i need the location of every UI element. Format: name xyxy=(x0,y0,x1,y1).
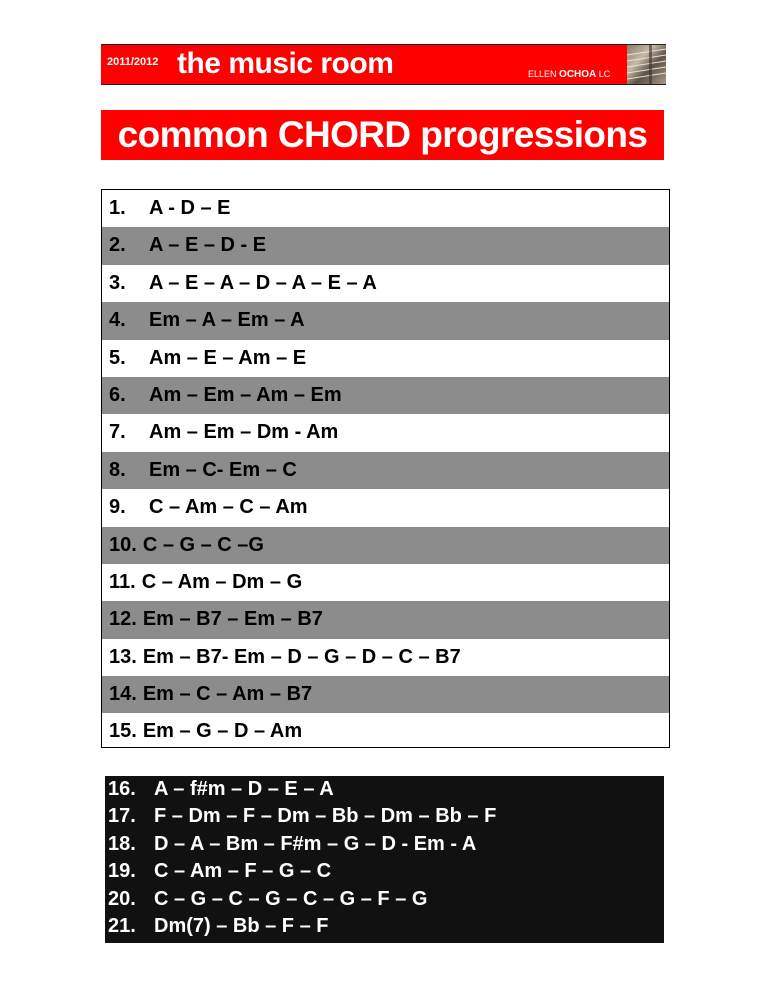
progression-number: 1. xyxy=(109,197,126,219)
progression-number: 19. xyxy=(108,860,136,883)
progression-chords: C – Am – Dm – G xyxy=(141,570,303,593)
progression-chords: Dm(7) – Bb – F – F xyxy=(154,914,329,937)
progression-row xyxy=(105,913,664,940)
progression-row xyxy=(102,564,669,601)
progression-chords: Am – E – Am – E xyxy=(149,346,307,369)
progression-chords: Em – C- Em – C xyxy=(149,458,297,481)
progression-chords: C – Am – F – G – C xyxy=(154,860,332,883)
progression-row xyxy=(102,601,669,638)
progression-chords: A - D – E xyxy=(149,197,231,219)
progression-number: 14. xyxy=(109,683,137,706)
school-year: 2011/2012 xyxy=(107,56,159,68)
progression-list-dark xyxy=(105,776,664,943)
progression-row xyxy=(102,340,669,377)
progression-number: 9. xyxy=(109,496,126,519)
progression-number: 4. xyxy=(109,309,126,332)
progression-chords: A – E – A – D – A – E – A xyxy=(149,271,377,294)
progression-number: 3. xyxy=(109,271,126,294)
title-banner xyxy=(101,110,664,160)
progression-chords: C – Am – C – Am xyxy=(149,496,308,519)
page-title: common CHORD progressions xyxy=(117,114,648,155)
progression-chords: F – Dm – F – Dm – Bb – Dm – Bb – F xyxy=(154,805,497,828)
progression-number: 20. xyxy=(108,887,136,910)
progression-number: 18. xyxy=(108,832,136,855)
progression-row xyxy=(102,227,669,264)
progression-row xyxy=(102,639,669,676)
progression-row xyxy=(102,377,669,414)
progression-chords: Em – B7- Em – D – G – D – C – B7 xyxy=(142,645,461,668)
progression-row xyxy=(102,190,669,227)
header-title: the music room xyxy=(177,47,394,80)
progression-number: 10. xyxy=(109,533,137,556)
progression-number: 2. xyxy=(109,234,126,257)
progression-number: 13. xyxy=(109,645,137,668)
progression-row xyxy=(102,414,669,451)
progression-row xyxy=(102,302,669,339)
progression-number: 15. xyxy=(109,720,137,743)
progression-chords: C – G – C –G xyxy=(142,533,264,556)
progression-number: 11. xyxy=(109,570,136,593)
progression-number: 21. xyxy=(108,914,136,937)
progression-number: 5. xyxy=(109,346,126,369)
progression-list-light xyxy=(101,189,670,748)
progression-chords: C – G – C – G – C – G – F – G xyxy=(154,887,428,910)
progression-row xyxy=(105,886,664,913)
progression-number: 17. xyxy=(108,805,136,828)
progression-row xyxy=(105,776,664,803)
guitar-photo xyxy=(627,45,666,84)
progression-number: 8. xyxy=(109,458,126,481)
progression-row xyxy=(102,452,669,489)
progression-chords: A – f#m – D – E – A xyxy=(154,778,334,800)
progression-row xyxy=(102,676,669,713)
progression-row xyxy=(102,265,669,302)
school-name xyxy=(528,69,610,80)
progression-row xyxy=(105,858,664,885)
progression-number: 6. xyxy=(109,383,126,406)
progression-chords: Am – Em – Am – Em xyxy=(149,383,342,406)
progression-chords: A – E – D - E xyxy=(149,234,267,257)
page-header xyxy=(101,44,666,85)
progression-chords: Em – B7 – Em – B7 xyxy=(142,608,323,631)
school-prefix: ELLEN xyxy=(528,69,557,79)
progression-number: 12. xyxy=(109,608,137,631)
progression-chords: Em – G – D – Am xyxy=(142,720,303,743)
progression-chords: Am – Em – Dm - Am xyxy=(149,421,339,444)
progression-row xyxy=(102,489,669,526)
school-name-bold: OCHOA xyxy=(559,69,597,80)
progression-row xyxy=(102,713,669,750)
progression-row xyxy=(105,803,664,830)
progression-number: 7. xyxy=(109,421,126,444)
guitar-strings-image xyxy=(627,45,666,84)
progression-row xyxy=(102,527,669,564)
school-suffix: LC xyxy=(598,69,611,79)
progression-row xyxy=(105,831,664,858)
progression-number: 16. xyxy=(108,778,136,800)
progression-chords: D – A – Bm – F#m – G – D - Em - A xyxy=(154,832,477,855)
progression-chords: Em – A – Em – A xyxy=(149,309,305,332)
progression-chords: Em – C – Am – B7 xyxy=(142,683,313,706)
